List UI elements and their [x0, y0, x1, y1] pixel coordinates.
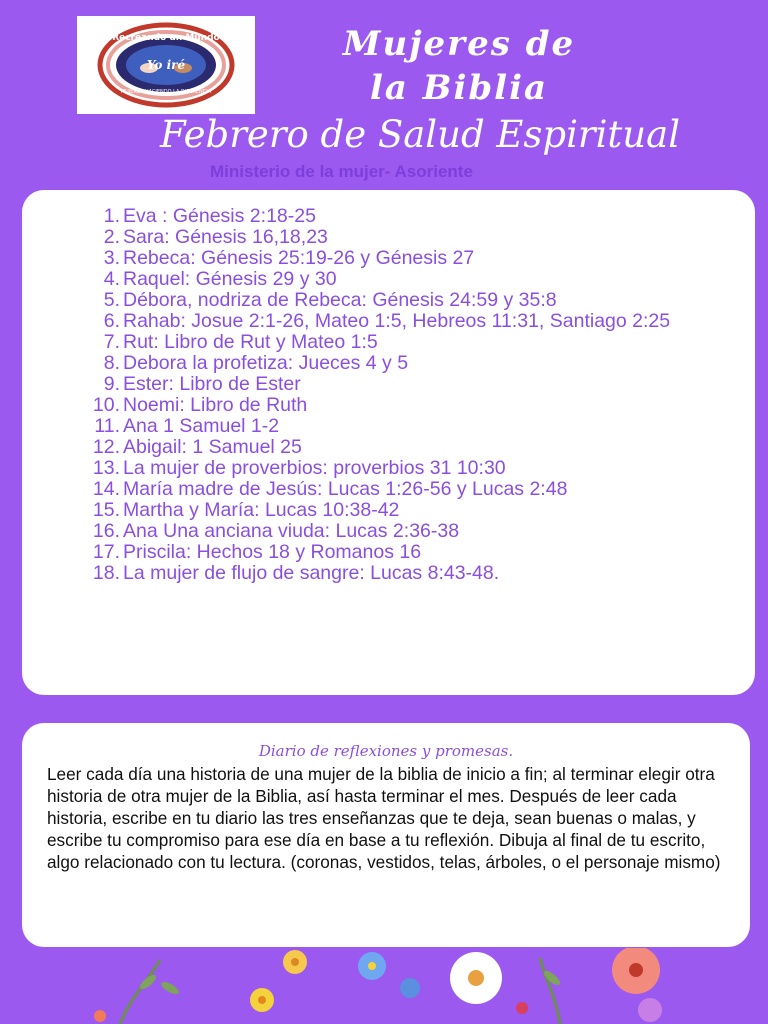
reading-item — [22, 500, 683, 521]
page-subtitle: Febrero de Salud Espiritual — [160, 113, 681, 156]
reading-number: 12. — [92, 436, 120, 458]
reading-item — [22, 311, 683, 332]
reading-item — [22, 248, 683, 269]
reading-text: Raquel: Génesis 29 y 30 — [123, 268, 337, 290]
reading-text: Ester: Libro de Ester — [123, 373, 301, 395]
page-title-line2: la Biblia — [369, 68, 549, 108]
reading-text: Abigail: 1 Samuel 25 — [123, 436, 302, 458]
reading-text: Priscila: Hechos 18 y Romanos 16 — [123, 541, 422, 563]
reading-item — [22, 290, 683, 311]
reading-number: 18. — [92, 562, 120, 584]
reading-number: 2. — [103, 226, 120, 248]
reading-number: 17. — [92, 541, 120, 563]
ministry-name: Ministerio de la mujer- Asoriente — [210, 162, 473, 181]
reading-text: La mujer de flujo de sangre: Lucas 8:43-48. — [123, 562, 500, 584]
reading-item — [22, 374, 683, 395]
reading-number: 14. — [92, 478, 120, 500]
reading-text: Noemi: Libro de Ruth — [123, 394, 308, 416]
reading-item — [22, 521, 683, 542]
reading-number: 8. — [103, 352, 120, 374]
reading-text: Débora, nodriza de Rebeca: Génesis 24:59 y 35:8 — [123, 289, 557, 311]
reading-text: Rahab: Josue 2:1-26, Mateo 1:5, Hebreos 11:31, Santiago 2:25 — [123, 310, 671, 332]
reading-text: Debora la profetiza: Jueces 4 y 5 — [123, 352, 409, 374]
reading-text: Rut: Libro de Rut y Mateo 1:5 — [123, 331, 378, 353]
reading-item — [22, 437, 683, 458]
reading-item — [22, 353, 683, 374]
reading-item — [22, 227, 683, 248]
reading-item — [22, 269, 683, 290]
reading-number: 4. — [103, 268, 120, 290]
reading-text: María madre de Jesús: Lucas 1:26-56 y Lucas 2:48 — [123, 478, 568, 500]
reading-item — [22, 563, 683, 584]
reading-number: 1. — [103, 205, 120, 227]
readings-card — [22, 190, 755, 695]
reading-item — [22, 332, 683, 353]
flowers-decoration — [0, 948, 768, 1024]
reading-text: Ana 1 Samuel 1-2 — [123, 415, 280, 437]
reading-number: 7. — [103, 331, 120, 353]
reading-number: 6. — [103, 310, 120, 332]
reading-text: Eva : Génesis 2:18-25 — [123, 205, 316, 227]
reading-item — [22, 458, 683, 479]
logo-top-text: Recreando un Mundo — [112, 33, 220, 43]
reading-number: 13. — [92, 457, 120, 479]
reflection-card — [22, 723, 750, 947]
reading-text: Sara: Génesis 16,18,23 — [123, 226, 328, 248]
reflection-title: Diario de reflexiones y promesas. — [258, 742, 514, 760]
reading-number: 3. — [103, 247, 120, 269]
reading-item — [22, 479, 683, 500]
reading-number: 16. — [92, 520, 120, 542]
reading-text: La mujer de proverbios: proverbios 31 10:30 — [123, 457, 506, 479]
logo-bottom-text: MUJERES HACIENDO LA DIFERENCIA — [120, 89, 212, 95]
logo-center-text: Yo iré — [146, 58, 186, 72]
reading-number: 9. — [103, 373, 120, 395]
reading-number: 10. — [92, 394, 120, 416]
reflection-body: Leer cada día una historia de una mujer de la biblia de inicio a fin; al terminar elegir otra historia de otra mujer de la Biblia, así hasta terminar el mes. Después de leer cada historia, escribe en tu diario las tres enseñanzas que te deja, sean buenas o malas, y escribe tu compromiso para ese día en base a tu reflexión. Dibuja al final de tu escrito, algo relacionado con tu lectura. (coronas, vestidos, telas, árboles, o el personaje mismo) — [47, 764, 721, 872]
reading-number: 15. — [92, 499, 120, 521]
reading-item — [22, 542, 683, 563]
reading-number: 11. — [94, 415, 120, 437]
reading-text: Rebeca: Génesis 25:19-26 y Génesis 27 — [123, 247, 475, 269]
reading-item — [22, 416, 683, 437]
reading-number: 5. — [103, 289, 120, 311]
reading-item — [22, 206, 683, 227]
reading-text: Martha y María: Lucas 10:38-42 — [123, 499, 400, 521]
reading-text: Ana Una anciana viuda: Lucas 2:36-38 — [123, 520, 460, 542]
readings-list — [22, 206, 683, 584]
page-title-line1: Mujeres de — [342, 24, 576, 64]
reading-item — [22, 395, 683, 416]
